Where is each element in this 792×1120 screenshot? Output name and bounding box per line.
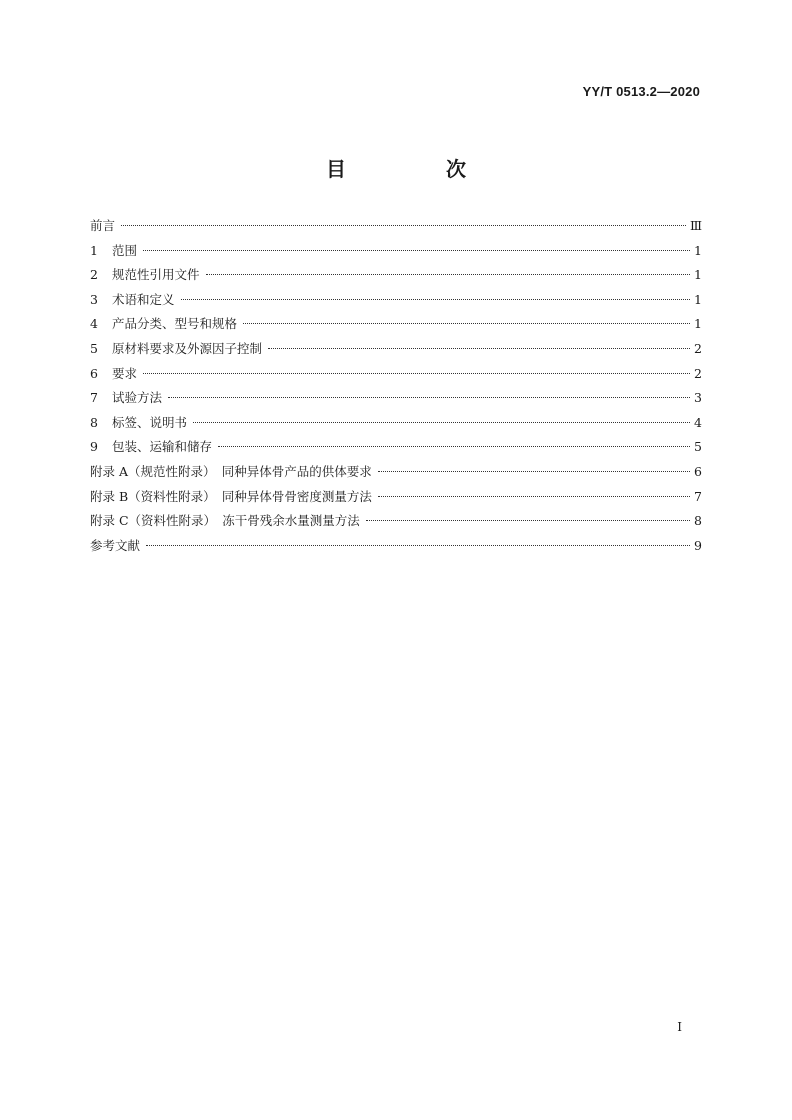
- toc-entry-number: 1: [90, 242, 98, 258]
- toc-dot-leader: [366, 520, 690, 521]
- toc-entry-classification[interactable]: [90, 314, 702, 339]
- toc-entry-number: 9: [90, 439, 98, 455]
- toc-dot-leader: [146, 545, 690, 546]
- toc-entry-foreword[interactable]: [90, 216, 702, 241]
- toc-dot-leader: [378, 471, 690, 472]
- toc-entry-page: 4: [694, 414, 702, 430]
- toc-entry-page: 8: [694, 513, 702, 529]
- toc-entry-annex-a[interactable]: [90, 462, 702, 487]
- toc-entry-title: 附录 C（资料性附录） 冻干骨残余水量测量方法: [90, 513, 360, 529]
- toc-dot-leader: [193, 422, 690, 423]
- toc-dot-leader: [121, 225, 686, 226]
- toc-entry-bibliography[interactable]: [90, 536, 702, 561]
- page-number: I: [677, 1020, 682, 1034]
- toc-entry-title: 前言: [90, 218, 116, 233]
- toc-entry-number: 3: [90, 291, 98, 307]
- toc-entry-title: 原材料要求及外源因子控制: [112, 340, 263, 356]
- toc-dot-leader: [143, 373, 690, 374]
- toc-entry-annex-b[interactable]: [90, 487, 702, 512]
- toc-entry-materials[interactable]: [90, 339, 702, 364]
- toc-dot-leader: [206, 274, 690, 275]
- toc-entry-number: 7: [90, 390, 98, 406]
- toc-entry-number: 5: [90, 340, 98, 356]
- toc-entry-number: 4: [90, 316, 98, 332]
- toc-entry-page: 2: [694, 340, 702, 356]
- toc-dot-leader: [143, 250, 690, 251]
- toc-dot-leader: [168, 397, 690, 398]
- toc-title: 目 次: [326, 157, 506, 181]
- toc-entry-page: 5: [694, 439, 702, 455]
- toc-entry-title: 附录 A（规范性附录） 同种异体骨产品的供体要求: [90, 463, 372, 479]
- toc-entry-number: 2: [90, 267, 98, 283]
- toc-entry-page: 1: [694, 316, 702, 332]
- table-of-contents: [90, 216, 702, 560]
- toc-entry-page: 9: [694, 537, 702, 553]
- toc-entry-page: 1: [694, 242, 702, 258]
- toc-entry-test-methods[interactable]: [90, 388, 702, 413]
- toc-entry-terms[interactable]: [90, 290, 702, 315]
- toc-entry-title: 范围: [112, 242, 138, 258]
- toc-entry-title: 试验方法: [112, 390, 163, 406]
- toc-entry-annex-c[interactable]: [90, 511, 702, 536]
- toc-dot-leader: [268, 348, 690, 349]
- toc-dot-leader: [378, 496, 690, 497]
- toc-dot-leader: [181, 299, 690, 300]
- toc-dot-leader: [218, 446, 690, 447]
- toc-entry-labeling[interactable]: [90, 413, 702, 438]
- toc-entry-title: 规范性引用文件: [112, 267, 200, 283]
- toc-entry-title: 术语和定义: [112, 291, 175, 307]
- toc-entry-packaging[interactable]: [90, 437, 702, 462]
- toc-entry-title: 要求: [112, 365, 138, 381]
- toc-entry-page: 1: [694, 291, 702, 307]
- toc-entry-page: Ⅲ: [689, 218, 702, 233]
- toc-entry-page: 3: [694, 390, 702, 406]
- toc-entry-number: 8: [90, 414, 98, 430]
- toc-entry-title: 参考文献: [90, 537, 141, 553]
- toc-entry-page: 1: [694, 267, 702, 283]
- toc-entry-normative-references[interactable]: [90, 265, 702, 290]
- toc-entry-title: 附录 B（资料性附录） 同种异体骨骨密度测量方法: [90, 488, 372, 504]
- toc-entry-page: 6: [694, 463, 702, 479]
- toc-entry-title: 包装、运输和储存: [112, 439, 213, 455]
- toc-entry-number: 6: [90, 365, 98, 381]
- toc-entry-scope[interactable]: [90, 241, 702, 266]
- toc-dot-leader: [243, 323, 690, 324]
- standard-code: YY/T 0513.2—2020: [582, 84, 700, 99]
- toc-entry-title: 标签、说明书: [112, 414, 188, 430]
- toc-entry-requirements[interactable]: [90, 364, 702, 389]
- toc-entry-page: 2: [694, 365, 702, 381]
- toc-entry-title: 产品分类、型号和规格: [112, 316, 238, 332]
- toc-entry-page: 7: [694, 488, 702, 504]
